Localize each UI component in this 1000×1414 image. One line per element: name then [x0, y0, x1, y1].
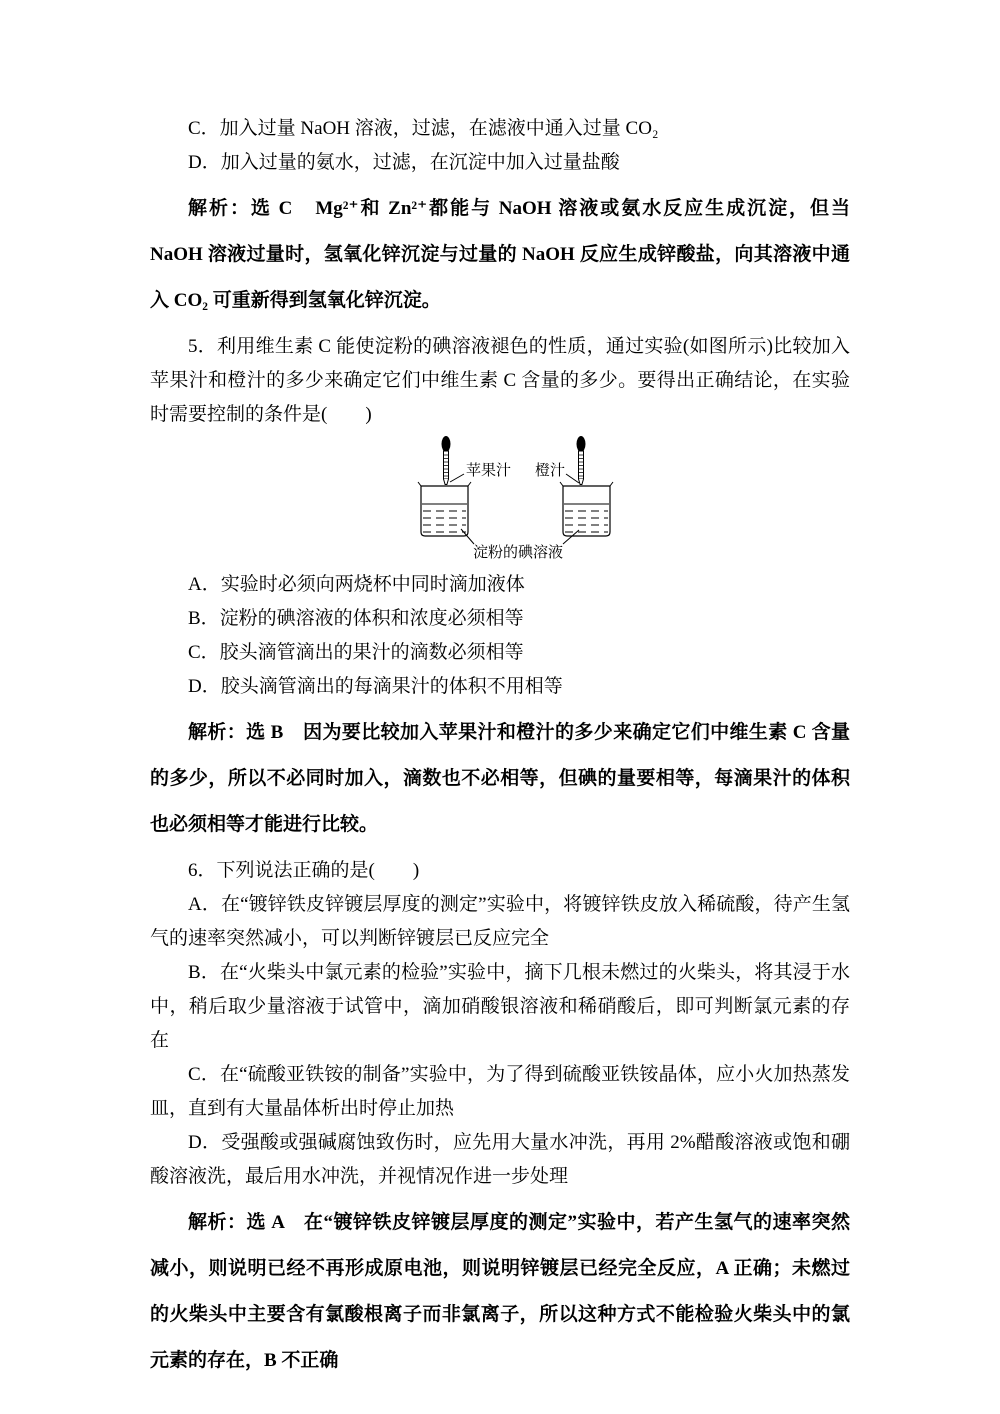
question-5-section	[150, 330, 850, 848]
q5-option-a: A．实验时必须向两烧杯中同时滴加液体	[188, 574, 525, 595]
q6-option-a: A．在“镀锌铁皮锌镀层厚度的测定”实验中，将镀锌铁皮放入稀硫酸，待产生氢气的速率突然减小，可以判断锌镀层已反应完全	[150, 894, 850, 949]
question-6-section	[150, 854, 850, 1384]
q4-analysis: 解析：选 C Mg²⁺和 Zn²⁺都能与 NaOH 溶液或氨水反应生成沉淀，但当 NaOH 溶液过量时，氢氧化锌沉淀与过量的 NaOH 反应生成锌酸盐，向其溶液中通入 CO₂ 可重新得到氢氧化锌沉淀。	[150, 198, 850, 311]
q6-option-b: B．在“火柴头中氯元素的检验”实验中，摘下几根未燃过的火柴头，将其浸于水中，稍后取少量溶液于试管中，滴加硝酸银溶液和稀硝酸后，即可判断氯元素的存在	[150, 962, 850, 1051]
beaker-experiment-figure	[404, 434, 644, 564]
q5-option-d: D．胶头滴管滴出的每滴果汁的体积不用相等	[188, 676, 563, 697]
q5-stem: 5．利用维生素 C 能使淀粉的碘溶液褪色的性质，通过实验(如图所示)比较加入苹果汁和橙汁的多少来确定它们中维生素 C 含量的多少。要得出正确结论，在实验时需要控制的条件是( )	[150, 336, 850, 425]
question-4-section	[150, 112, 850, 324]
q4-option-c: C．加入过量 NaOH 溶液，过滤，在滤液中通入过量 CO₂	[188, 118, 659, 139]
q5-option-b: B．淀粉的碘溶液的体积和浓度必须相等	[188, 608, 524, 629]
q6-option-d: D．受强酸或强碱腐蚀致伤时，应先用大量水冲洗，再用 2%醋酸溶液或饱和硼酸溶液洗，最后用水冲洗，并视情况作进一步处理	[150, 1132, 850, 1187]
apple-juice-dropper-icon	[442, 436, 451, 490]
q5-experiment-diagram	[404, 434, 850, 564]
starch-iodine-solution-label: 淀粉的碘溶液	[473, 545, 564, 561]
orange-juice-leader-line	[566, 474, 579, 483]
orange-juice-label: 橙汁	[535, 463, 566, 479]
apple-juice-leader-line	[450, 474, 464, 482]
q5-analysis: 解析：选 B 因为要比较加入苹果汁和橙汁的多少来确定它们中维生素 C 含量的多少，所以不必同时加入，滴数也不必相等，但碘的量要相等，每滴果汁的体积也必须相等才能进行比较。	[150, 722, 850, 835]
left-beaker-icon	[418, 482, 471, 536]
right-beaker-icon	[560, 482, 613, 536]
q5-option-c: C．胶头滴管滴出的果汁的滴数必须相等	[188, 642, 524, 663]
q6-option-c: C．在“硫酸亚铁铵的制备”实验中，为了得到硫酸亚铁铵晶体，应小火加热蒸发皿，直到有大量晶体析出时停止加热	[150, 1064, 850, 1119]
q6-stem: 6．下列说法正确的是( )	[188, 860, 420, 881]
q6-analysis: 解析：选 A 在“镀锌铁皮锌镀层厚度的测定”实验中，若产生氢气的速率突然减小，则说明已经不再形成原电池，则说明锌镀层已经完全反应，A 正确；未燃过的火柴头中主要含有氯酸根离子而非氯离子，所以这种方式不能检验火柴头中的氯元素的存在，B 不正确	[150, 1212, 850, 1371]
q4-option-d: D．加入过量的氨水，过滤，在沉淀中加入过量盐酸	[188, 152, 620, 173]
apple-juice-label: 苹果汁	[466, 463, 512, 479]
